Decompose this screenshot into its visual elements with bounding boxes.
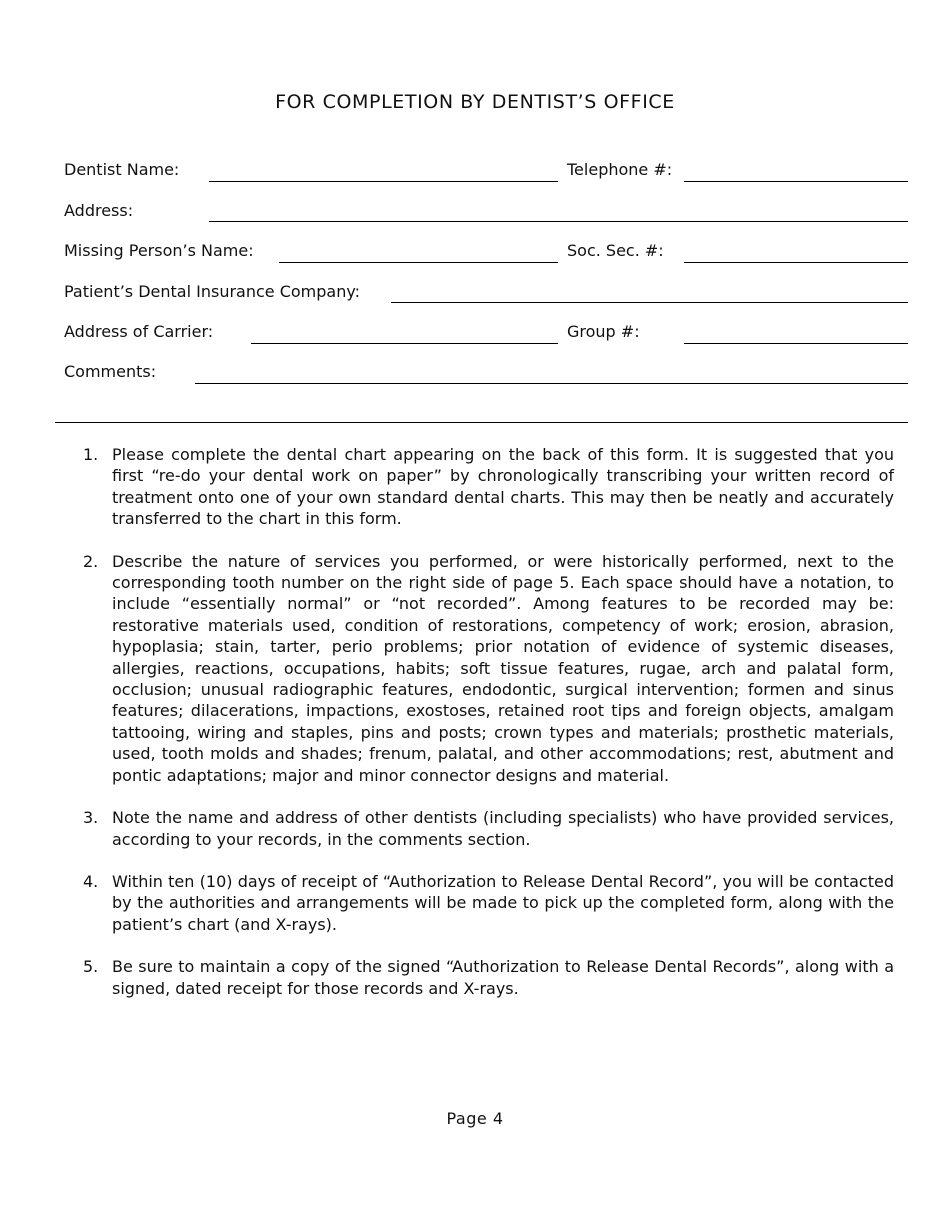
group-label: Group #: — [567, 322, 640, 341]
address-of-carrier-field[interactable] — [251, 343, 558, 344]
page-title: FOR COMPLETION BY DENTIST’S OFFICE — [275, 91, 675, 113]
instruction-text: Within ten (10) days of receipt of “Authorization to Release Dental Record”, you will be contacted by the authorities and arrangements will be made to pick up the completed form, along with the patient’s chart (and X-rays). — [112, 871, 894, 934]
soc-sec-field[interactable] — [684, 262, 908, 263]
insurance-company-label: Patient’s Dental Insurance Company: — [64, 282, 361, 301]
page-number: Page 4 — [446, 1109, 504, 1128]
address-label: Address: — [64, 201, 134, 220]
instruction-text: Be sure to maintain a copy of the signed “Authorization to Release Dental Records”, along with a signed, dated receipt for those records and X-rays. — [112, 957, 894, 998]
instructions-list — [83, 444, 894, 1020]
instruction-text: Please complete the dental chart appearing on the back of this form. It is suggested that you first “re-do your dental work on paper” by chronologically transcribing your written record of treatment onto one of your own standard dental charts. This may then be neatly and accurately transferred to the chart in this form. — [112, 445, 894, 529]
insurance-company-field[interactable] — [391, 302, 908, 303]
soc-sec-label: Soc. Sec. #: — [567, 241, 664, 260]
address-of-carrier-label: Address of Carrier: — [64, 322, 214, 341]
instruction-number: 3. — [83, 808, 99, 828]
instruction-number: 1. — [83, 445, 99, 464]
telephone-label: Telephone #: — [567, 160, 673, 179]
instruction-item — [83, 807, 894, 850]
missing-person-name-label: Missing Person’s Name: — [64, 241, 254, 260]
instruction-number: 2. — [83, 551, 99, 571]
comments-field[interactable] — [195, 383, 908, 384]
instruction-item — [83, 871, 894, 935]
section-divider — [55, 422, 908, 423]
comments-label: Comments: — [64, 362, 157, 381]
instruction-item — [83, 444, 894, 530]
instruction-item — [83, 956, 894, 999]
instruction-number: 5. — [83, 957, 99, 977]
address-field[interactable] — [209, 221, 908, 222]
dentist-name-field[interactable] — [209, 181, 558, 182]
dentist-name-label: Dentist Name: — [64, 160, 180, 179]
instruction-number: 4. — [83, 871, 99, 891]
instruction-item — [83, 551, 894, 786]
instruction-text: Note the name and address of other dentists (including specialists) who have provided services, according to your records, in the comments section. — [112, 808, 894, 849]
telephone-field[interactable] — [684, 181, 908, 182]
missing-person-name-field[interactable] — [279, 262, 558, 263]
group-field[interactable] — [684, 343, 908, 344]
instruction-text: Describe the nature of services you performed, or were historically performed, next to the corresponding tooth number on the right side of page 5. Each space should have a notation, to include “essentially normal” or “not recorded”. Among features to be recorded may be: restorative materials used, condition of restorations, competency of work; erosion, abrasion, hypoplasia; stain, tarter, perio problems; prior notation of evidence of systemic diseases, allergies, reactions, occupations, habits; soft tissue features, rugae, arch and palatal form, occlusion; unusual radiographic features, endodontic, surgical intervention; formen and sinus features; dilacerations, impactions, exostoses, retained root tips and foreign objects, amalgam tattooing, wiring and staples, pins and posts; crown types and materials; prosthetic materials, used, tooth molds and shades; frenum, palatal, and other accommodations; rest, abutment and pontic adaptations; major and minor connector designs and material. — [112, 551, 894, 785]
